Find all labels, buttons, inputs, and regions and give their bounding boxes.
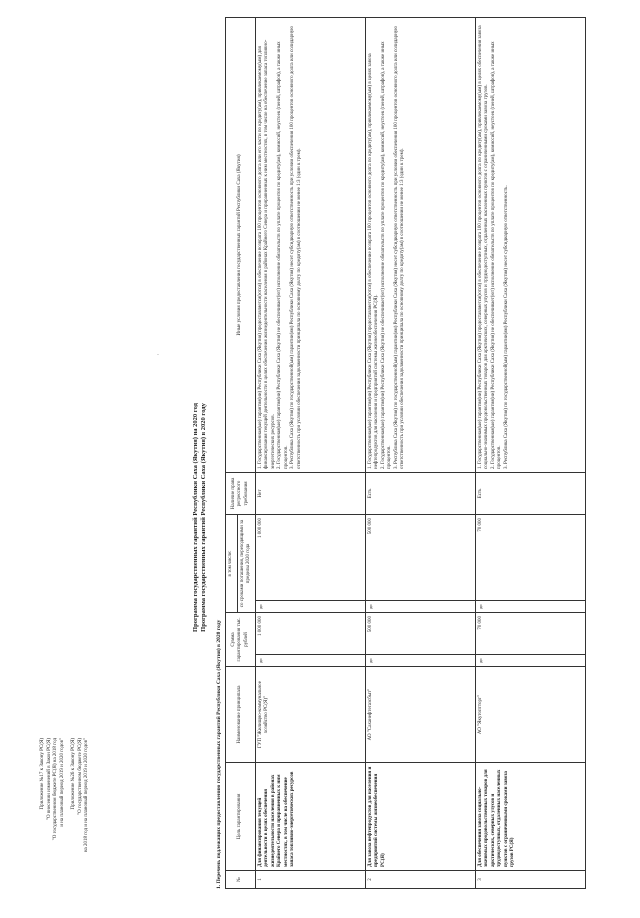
- row-purpose: Для обеспечения завоза социально-значимых продовольственных товаров для арктических, северных улусов и труднодоступных, отдаленных населенных пунктов с ограниченными сроками завоза грузов РС(Я): [475, 763, 585, 871]
- header-num: №: [226, 871, 256, 889]
- row-amount: 500 000: [365, 612, 475, 654]
- row-num: 2: [365, 871, 475, 889]
- header-purpose: Цель гарантирования: [226, 763, 256, 871]
- header-incl-sub: со сроками погашения, переходящими за пределы 2020 года: [237, 514, 255, 612]
- section-title: 1. Перечень подлежащих предоставлению государственных гарантий Республики Саха (Якутия) в 2020 году: [216, 619, 222, 889]
- appendix-note: [40, 738, 96, 918]
- guarantees-table: [225, 17, 586, 889]
- appendix-17: Приложение №17 к Закону РС(Я) "О внесении изменений в Закон РС(Я) "О государственном бюджете РС(Я) на 2018 год и на плановый период 2019 и 2020 годов": [40, 738, 65, 841]
- row-conditions: 1. Государственная(ые) гарантия(ии) Республики Саха (Якутия) предоставляется(ются) в обеспечение возврата 100 процентов основного долга по кредиту(ам), привлекаемому(ым) в целях завоза нефтепродуктов для населения и предприятий системы жизнеобеспечения РС(Я). 2. Государственная(ые) гарантия(ии) Республики Саха (Якутия) не обеспечивает(ют) исполнение обязательств по уплате процентов по кредиту(ам), комиссий, неустоек (пеней, штрафов), а также иных процентов. 3. Республика Саха (Якутия) по государственной(ым) гарантии(ям) Республики Саха (Якутия) несет субсидиарную ответственность при условии обеспечения 100 процентов основного долга или солидарную ответственность при условии обеспечения задолженности принципала по основному долгу по кредиту(ам) в соотношении не менее 1:3 (один к трем).: [365, 18, 475, 473]
- header-conditions: Иные условия предоставления государственных гарантий Республики Саха (Якутия): [226, 18, 256, 473]
- program-title: Программа государственных гарантий Республики Саха (Якутия) на 2020 год Программа государственных гарантий Республики Саха (Якутия) в 2020 году: [192, 403, 207, 632]
- table-row: [475, 18, 585, 889]
- row-principal: ГУП "Жилищно-коммунальное хозяйство РС(Я)": [255, 667, 365, 763]
- row-regress: Нет: [255, 472, 365, 514]
- row-incl-unit: до: [475, 600, 585, 612]
- row-conditions: 1. Государственная(ые) гарантия(ии) Республики Саха (Якутия) предоставляется(ются) в обеспечение возврата 100 процентов основного долга по кредиту(ам), привлекаемому(ым) в целях обеспечения завоза социально-значимых продовольственных товаров для арктических, северных улусов и труднодоступных, отдаленных населенных пунктов с ограниченными сроками завоза грузов. 2. Государственная(ые) гарантия(ии) Республики Саха (Якутия) не обеспечивает(ют) исполнение обязательств по уплате процентов по кредиту(ам), комиссий, неустоек (пеней, штрафов), а также иных процентов. 3. Республика Саха (Якутия) по государственной(ым) гарантии(ям) Республики Саха (Якутия) несет субсидиарную ответственность.: [475, 18, 585, 473]
- row-incl: 70 000: [475, 514, 585, 600]
- stray-mark: ': [158, 354, 163, 355]
- row-incl-unit: до: [255, 600, 365, 612]
- row-conditions: 1. Государственная(ые) гарантия(ии) Республики Саха (Якутия) предоставляется(ются) в обеспечение возврата 100 процентов основного долга или его части по кредиту(ам), привлекаемому(ым) для финансирования текущей деятельности в целях обеспечения жизнедеятельности населения в районах Крайнего Севера и приравненных к ним местностях, в том числе на обеспечение запаса топливно-энергетических ресурсов. 2. Государственная(ые) гарантия(ии) Республики Саха (Якутия) не обеспечивает(ют) исполнение обязательств по уплате процентов по кредиту(ам), комиссий, неустоек (пеней, штрафов), а также иных процентов. 3. Республика Саха (Якутия) по государственной(ым) гарантии(ям) Республики Саха (Якутия) несет субсидиарную ответственность при условии обеспечения 100 процентов основного долга или солидарную ответственность при условии обеспечения задолженности принципала по основному долгу по кредиту(ам) в соотношении не менее 1:3 (один к трем).: [255, 18, 365, 473]
- header-incl: в том числе:: [226, 514, 238, 612]
- table-row: [365, 18, 475, 889]
- row-regress: Есть: [475, 472, 585, 514]
- header-regress: Наличие права регрессного требования: [226, 472, 256, 514]
- row-amount-unit: до: [255, 655, 365, 667]
- row-amount-unit: до: [365, 655, 475, 667]
- row-amount: 1 000 000: [255, 612, 365, 654]
- row-num: 1: [255, 871, 365, 889]
- appendix-26: Приложение №26 к Закону РС(Я) "О государственном бюджете РС(Я) на 2018 год и на плановый период 2019 и 2020 годов": [71, 738, 89, 853]
- row-principal: АО "Саханефтегазсбыт": [365, 667, 475, 763]
- row-regress: Есть: [365, 472, 475, 514]
- row-incl-unit: до: [365, 600, 475, 612]
- header-row: [226, 18, 238, 889]
- table-row: [255, 18, 365, 889]
- row-amount: 70 000: [475, 612, 585, 654]
- header-principal: Наименование принципала: [226, 667, 256, 763]
- row-purpose: Для завоза нефтепродуктов для населения и предприятий системы жизнеобеспечения РС(Я): [365, 763, 475, 871]
- row-principal: АО "Якутоптторг": [475, 667, 585, 763]
- row-incl: 500 000: [365, 514, 475, 600]
- row-incl: 1 000 000: [255, 514, 365, 600]
- header-amount: Сумма гарантирования тыс. рублей: [226, 612, 256, 666]
- row-purpose: Для финансирования текущей деятельности в целях обеспечения жизнедеятельности населения в районах Крайнего Севера и приравненных к ним местностях, в том числе на обеспечение запаса топливно-энергетических ресурсов: [255, 763, 365, 871]
- row-amount-unit: до: [475, 655, 585, 667]
- row-num: 3: [475, 871, 585, 889]
